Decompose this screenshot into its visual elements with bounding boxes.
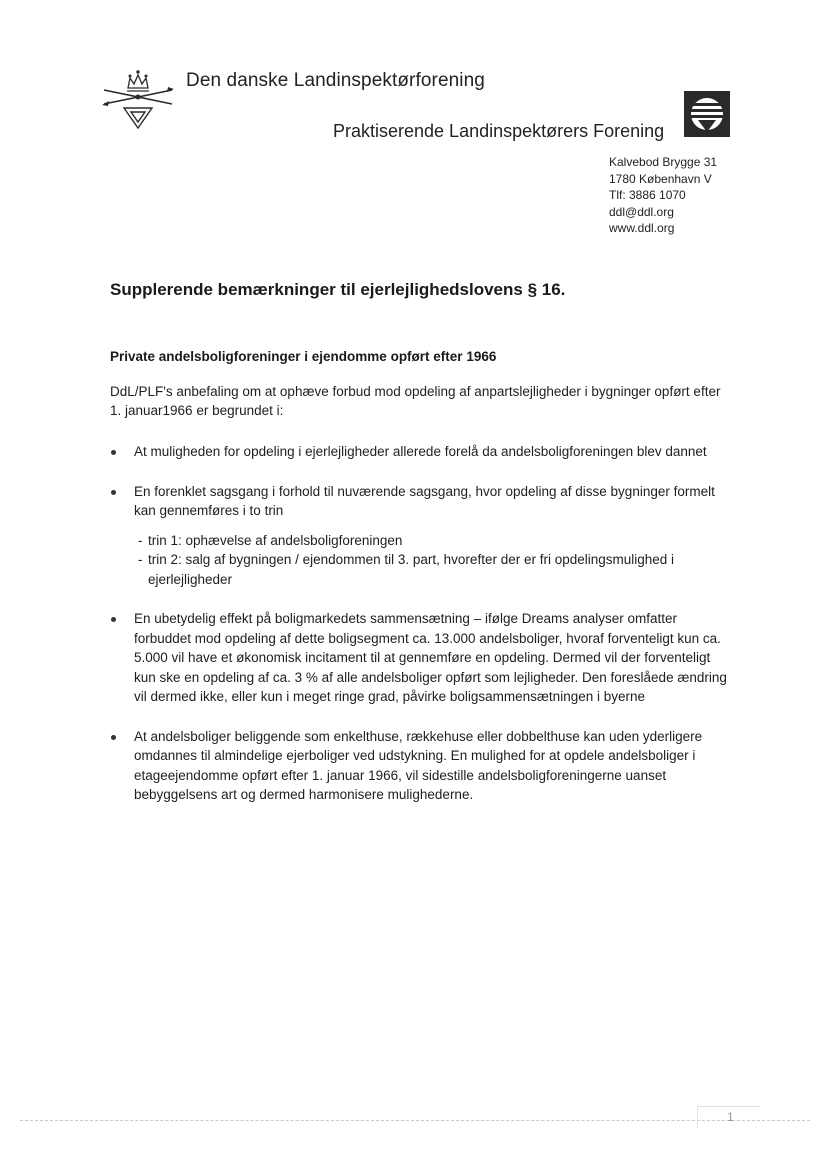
list-item [110,609,735,707]
dash-icon: - [138,552,143,567]
dash-icon: - [138,532,143,548]
org-name-primary: Den danske Landinspektørforening [186,70,485,91]
address-city: 1780 København V [609,171,712,186]
list-item-text: At muligheden for opdeling i ejerlejligheder allerede forelå da andelsboligforeningen blev dannet [134,444,707,459]
address-email: ddl@ddl.org [609,204,674,219]
ddl-crown-emblem-icon [100,64,176,132]
list-item-text: En forenklet sagsgang i forhold til nuværende sagsgang, hvor opdeling af disse bygninger formelt kan gennemføres i to trin [134,483,715,518]
step-item [138,550,735,589]
section-heading: Private andelsboligforeninger i ejendomme opført efter 1966 [110,349,497,364]
reasons-list [110,442,735,825]
address-street: Kalvebod Brygge 31 [609,155,718,169]
bullet-dot-icon [111,490,116,495]
org-name-secondary: Praktiserende Landinspektørers Forening [333,121,665,141]
intro-paragraph: DdL/PLF's anbefaling om at ophæve forbud mod opdeling af anpartslejligheder i bygninger opført efter 1. januar1966 er begrundet i: [110,384,721,418]
address-phone: Tlf: 3886 1070 [609,188,686,202]
list-item [110,482,735,590]
address-block [609,154,717,237]
page-number: 1 [727,1110,734,1124]
bullet-dot-icon [111,450,116,455]
document-title: Supplerende bemærkninger til ejerlejlighedslovens § 16. [110,280,566,299]
list-item [110,727,735,805]
footer-divider [20,1120,810,1121]
steps-list [138,531,735,590]
bullet-dot-icon [111,735,116,740]
list-item-text: En ubetydelig effekt på boligmarkedets sammensætning – ifølge Dreams analyser omfatter forbuddet mod opdeling af dette boligsegment ca. 13.000 andelsboliger, hvoraf forventeligt kun ca. 5.000 vil have et økonomisk incitament til at gennemføre en opdeling. Dermed vil der forventeligt kun ske en opdeling af ca. 3 % af alle andelsboliger opført som lejligheder. Den foreslåede ændring vil dermed ikke, eller kun i meget ringe grad, påvirke boligsammensætningen i byerne [134,611,727,704]
list-item-text: At andelsboliger beliggende som enkelthuse, rækkehuse eller dobbelthuse kan uden yderligere omdannes til almindelige ejerboliger ved udstykning. En mulighed for at opdele andelsboliger i etageejendomme opført efter 1. januar 1966, vil sidestille andelsboligforeningerne uanset bebyggelsens art og dermed harmonisere mulighederne. [134,728,703,802]
address-website: www.ddl.org [609,221,675,235]
plf-logo-icon [684,91,730,137]
step-text: trin 2: salg af bygningen / ejendommen til 3. part, hvorefter der er fri opdelingsmulighed i ejerlejligheder [148,552,675,587]
bullet-dot-icon [111,617,116,622]
step-item [138,531,735,551]
list-item [110,442,735,462]
step-text: trin 1: ophævelse af andelsboligforeningen [148,532,403,548]
